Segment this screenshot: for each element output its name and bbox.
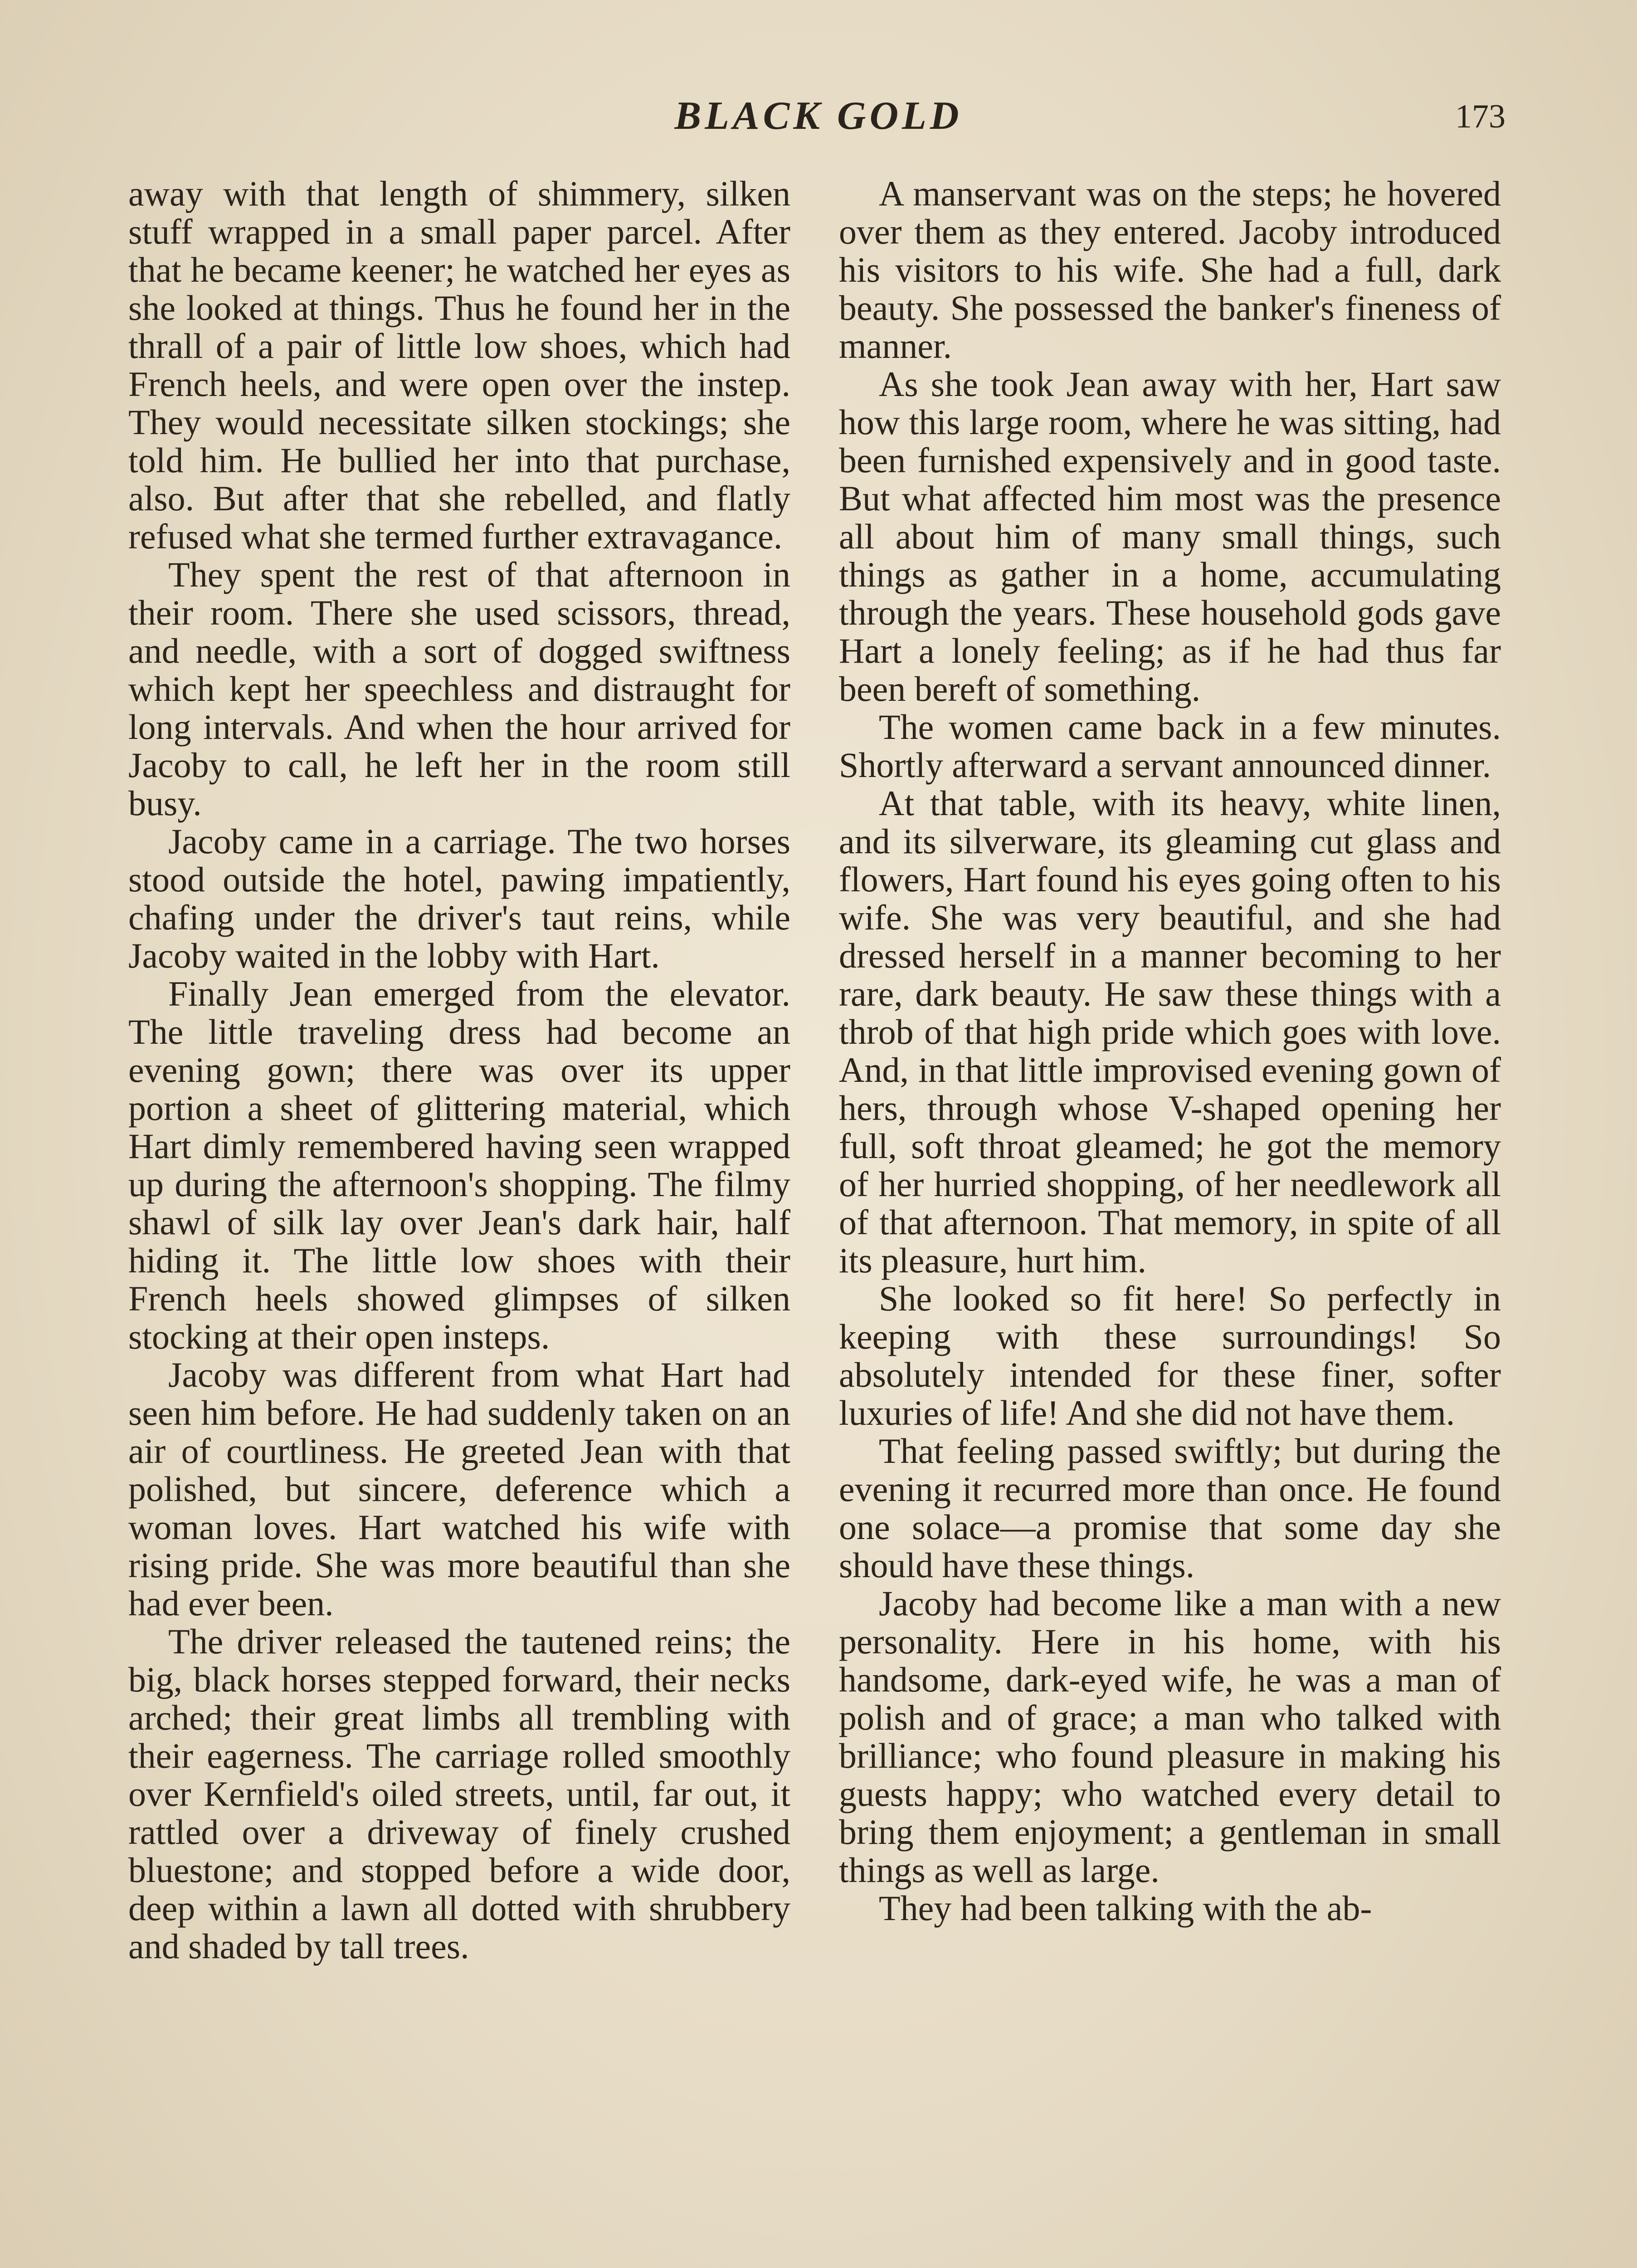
paragraph: Finally Jean emerged from the elevator. The little traveling dress had become an evening gown; there was over its upper portion a sheet of glittering material, which Hart dimly remembered having seen wrapped up during the afternoon's shopping. The filmy shawl of silk lay over Jean's dark hair, half hiding it. The little low shoes with their French heels showed glimpses of silken stocking at their open insteps.: [128, 974, 790, 1356]
paragraph: away with that length of shimmery, silken stuff wrapped in a small paper parcel. After that he became keener; he watched her eyes as she looked at things. Thus he found her in the thrall of a pair of little low shoes, which had French heels, and were open over the instep. They would necessitate silken stockings; she told him. He bullied her into that purchase, also. But after that she rebelled, and flatly refused what she termed further extravagance.: [128, 174, 790, 556]
paragraph: The driver released the tautened reins; the big, black horses stepped forward, their necks arched; their great limbs all trembling with their eagerness. The carriage rolled smoothly over Kernfield's oiled streets, until, far out, it rattled over a driveway of finely crushed bluestone; and stopped before a wide door, deep within a lawn all dotted with shrubbery and shaded by tall trees.: [128, 1622, 790, 1966]
left-column: [128, 175, 790, 1965]
paragraph: Jacoby had become like a man with a new personality. Here in his home, with his handsome, dark-eyed wife, he was a man of polish and of grace; a man who talked with brilliance; who found pleasure in making his guests happy; who watched every detail to bring them enjoyment; a gentleman in small things as well as large.: [839, 1584, 1501, 1890]
paragraph: Jacoby was different from what Hart had seen him before. He had suddenly taken on an air of courtliness. He greeted Jean with that polished, but sincere, deference which a woman loves. Hart watched his wife with rising pride. She was more beautiful than she had ever been.: [128, 1355, 790, 1623]
paragraph: As she took Jean away with her, Hart saw how this large room, where he was sitting, had been furnished expensively and in good taste. But what affected him most was the presence all about him of many small things, such things as gather in a home, accumulating through the years. These household gods gave Hart a lonely feeling; as if he had thus far been bereft of something.: [839, 364, 1501, 709]
paragraph: A manservant was on the steps; he hovered over them as they entered. Jacoby introduced his visitors to his wife. She had a full, dark beauty. She possessed the banker's fineness of manner.: [839, 174, 1501, 366]
paragraph: That feeling passed swiftly; but during the evening it recurred more than once. He found one solace—a promise that some day she should have these things.: [839, 1431, 1501, 1585]
paragraph: Jacoby came in a carriage. The two horses stood outside the hotel, pawing impatiently, chafing under the driver's taut reins, while Jacoby waited in the lobby with Hart.: [128, 821, 790, 975]
paragraph: They had been talking with the ab-: [879, 1888, 1372, 1928]
paragraph: The women came back in a few minutes. Shortly afterward a servant announced dinner.: [839, 707, 1501, 785]
page-number: 173: [1455, 98, 1505, 135]
running-title: BLACK GOLD: [674, 94, 963, 138]
right-column: [839, 175, 1501, 1927]
paragraph: At that table, with its heavy, white linen, and its silverware, its gleaming cut glass and flowers, Hart found his eyes going often to his wife. She was very beautiful, and she had dressed herself in a manner becoming to her rare, dark beauty. He saw these things with a throb of that high pride which goes with love. And, in that little improvised evening gown of hers, through whose V-shaped opening her full, soft throat gleamed; he got the memory of her hurried shopping, of her needlework all of that afternoon. That memory, in spite of all its pleasure, hurt him.: [839, 783, 1501, 1280]
paragraph: She looked so fit here! So perfectly in keeping with these surroundings! So absolutely intended for these finer, softer luxuries of life! And she did not have them.: [839, 1279, 1501, 1432]
paragraph: They spent the rest of that afternoon in their room. There she used scissors, thread, and needle, with a sort of dogged swiftness which kept her speechless and distraught for long intervals. And when the hour arrived for Jacoby to call, he left her in the room still busy.: [128, 555, 790, 823]
